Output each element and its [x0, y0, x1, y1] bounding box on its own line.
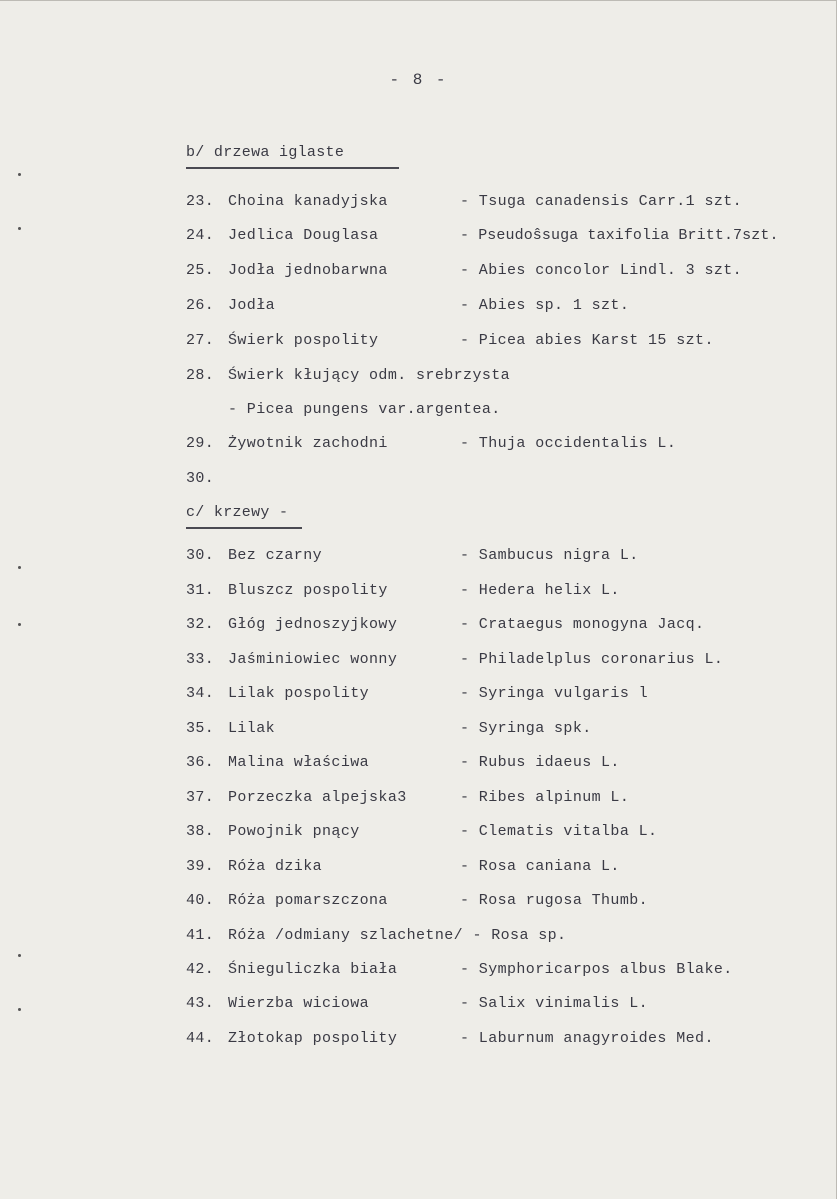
polish-name: Jodła — [228, 297, 276, 314]
item-number: 38. — [186, 823, 215, 840]
polish-name: Jedlica Douglasa — [228, 227, 379, 244]
latin-name: - Rosa caniana L. — [460, 858, 620, 875]
item-number: 44. — [186, 1030, 215, 1047]
item-number: 41. — [186, 927, 215, 944]
list-item — [186, 754, 620, 771]
latin-name: - Tsuga canadensis Carr.1 szt. — [460, 193, 743, 210]
polish-name: Malina właściwa — [228, 754, 370, 771]
latin-name: - Ribes alpinum L. — [460, 789, 630, 806]
punch-mark — [18, 227, 21, 230]
latin-name: - Clematis vitalba L. — [460, 823, 658, 840]
list-item — [186, 547, 639, 564]
punch-mark — [18, 1008, 21, 1011]
latin-name: - Philadelplus coronarius L. — [460, 651, 724, 668]
punch-mark — [18, 954, 21, 957]
polish-name: Lilak — [228, 720, 276, 737]
polish-name: Powojnik pnący — [228, 823, 360, 840]
latin-name: - Symphoricarpos albus Blake. — [460, 961, 733, 978]
latin-name: - Pseudoŝsuga taxifolia Britt.7szt. — [460, 227, 779, 244]
item-number: 30. — [186, 547, 215, 564]
list-item — [186, 470, 228, 487]
item-number: 31. — [186, 582, 215, 599]
section-heading-text: c/ krzewy - — [186, 504, 289, 521]
section-heading-shrubs — [186, 504, 302, 529]
heading-underline — [186, 527, 302, 529]
item-number: 39. — [186, 858, 215, 875]
list-item — [186, 332, 714, 349]
polish-name: Głóg jednoszyjkowy — [228, 616, 398, 633]
latin-name: - Salix vinimalis L. — [460, 995, 649, 1012]
list-item — [186, 367, 510, 384]
latin-name: - Abies sp. 1 szt. — [460, 297, 630, 314]
item-number: 36. — [186, 754, 215, 771]
latin-name: - Rubus idaeus L. — [460, 754, 620, 771]
latin-name: - Sambucus nigra L. — [460, 547, 639, 564]
item-number: 40. — [186, 892, 215, 909]
item-number: 23. — [186, 193, 215, 210]
list-item — [186, 616, 705, 633]
polish-name: Bluszcz pospolity — [228, 582, 388, 599]
list-item — [186, 582, 620, 599]
item-number: 26. — [186, 297, 215, 314]
item-number: 32. — [186, 616, 215, 633]
list-item — [186, 995, 649, 1012]
list-item — [186, 262, 743, 279]
latin-name: - Hedera helix L. — [460, 582, 620, 599]
item-number: 37. — [186, 789, 215, 806]
polish-name: Róża dzika — [228, 858, 323, 875]
list-item — [186, 651, 724, 668]
polish-name: Lilak pospolity — [228, 685, 370, 702]
item-number: 42. — [186, 961, 215, 978]
item-number: 24. — [186, 227, 215, 244]
item-number: 34. — [186, 685, 215, 702]
latin-name: - Laburnum anagyroides Med. — [460, 1030, 714, 1047]
list-item — [186, 823, 658, 840]
item-number: 35. — [186, 720, 215, 737]
latin-name: - Picea abies Karst 15 szt. — [460, 332, 714, 349]
item-number: 25. — [186, 262, 215, 279]
item-number: 30. — [186, 470, 215, 487]
latin-name: - Abies concolor Lindl. 3 szt. — [460, 262, 743, 279]
item-number: 29. — [186, 435, 215, 452]
item-number: 27. — [186, 332, 215, 349]
list-item — [186, 193, 743, 210]
list-item — [186, 685, 649, 702]
page-number: - 8 - — [389, 71, 448, 89]
list-item — [186, 1030, 714, 1047]
polish-name: Róża /odmiany szlachetne/ - Rosa sp. — [228, 927, 567, 944]
item-number: 43. — [186, 995, 215, 1012]
heading-underline — [186, 167, 399, 169]
list-item — [186, 297, 630, 314]
punch-mark — [18, 623, 21, 626]
polish-name: Róża pomarszczona — [228, 892, 388, 909]
item-number: 28. — [186, 367, 215, 384]
polish-name: Jodła jednobarwna — [228, 262, 388, 279]
latin-name: - Rosa rugosa Thumb. — [460, 892, 649, 909]
latin-name: - Syringa spk. — [460, 720, 592, 737]
list-item-continuation: - Picea pungens var.argentea. — [228, 401, 501, 418]
list-item — [186, 227, 779, 244]
list-item — [186, 858, 620, 875]
punch-mark — [18, 173, 21, 176]
list-item — [186, 435, 677, 452]
list-item — [186, 961, 733, 978]
list-item — [186, 720, 592, 737]
polish-name: Porzeczka alpejska3 — [228, 789, 407, 806]
polish-name: Świerk kłujący odm. srebrzysta — [228, 367, 511, 384]
latin-name: - Syringa vulgaris l — [460, 685, 649, 702]
polish-name: Śnieguliczka biała — [228, 961, 398, 978]
section-heading-text: b/ drzewa iglaste — [186, 144, 345, 161]
list-item — [186, 927, 566, 944]
section-heading-conifers — [186, 144, 399, 169]
polish-name: Świerk pospolity — [228, 332, 379, 349]
latin-name: - Thuja occidentalis L. — [460, 435, 677, 452]
item-number: 33. — [186, 651, 215, 668]
polish-name: Jaśminiowiec wonny — [228, 651, 398, 668]
list-item — [186, 892, 649, 909]
polish-name: Złotokap pospolity — [228, 1030, 398, 1047]
list-item — [186, 789, 630, 806]
punch-mark — [18, 566, 21, 569]
polish-name: Choina kanadyjska — [228, 193, 388, 210]
polish-name: Żywotnik zachodni — [228, 435, 388, 452]
polish-name: Wierzba wiciowa — [228, 995, 370, 1012]
polish-name: Bez czarny — [228, 547, 323, 564]
latin-name: - Crataegus monogyna Jacq. — [460, 616, 705, 633]
